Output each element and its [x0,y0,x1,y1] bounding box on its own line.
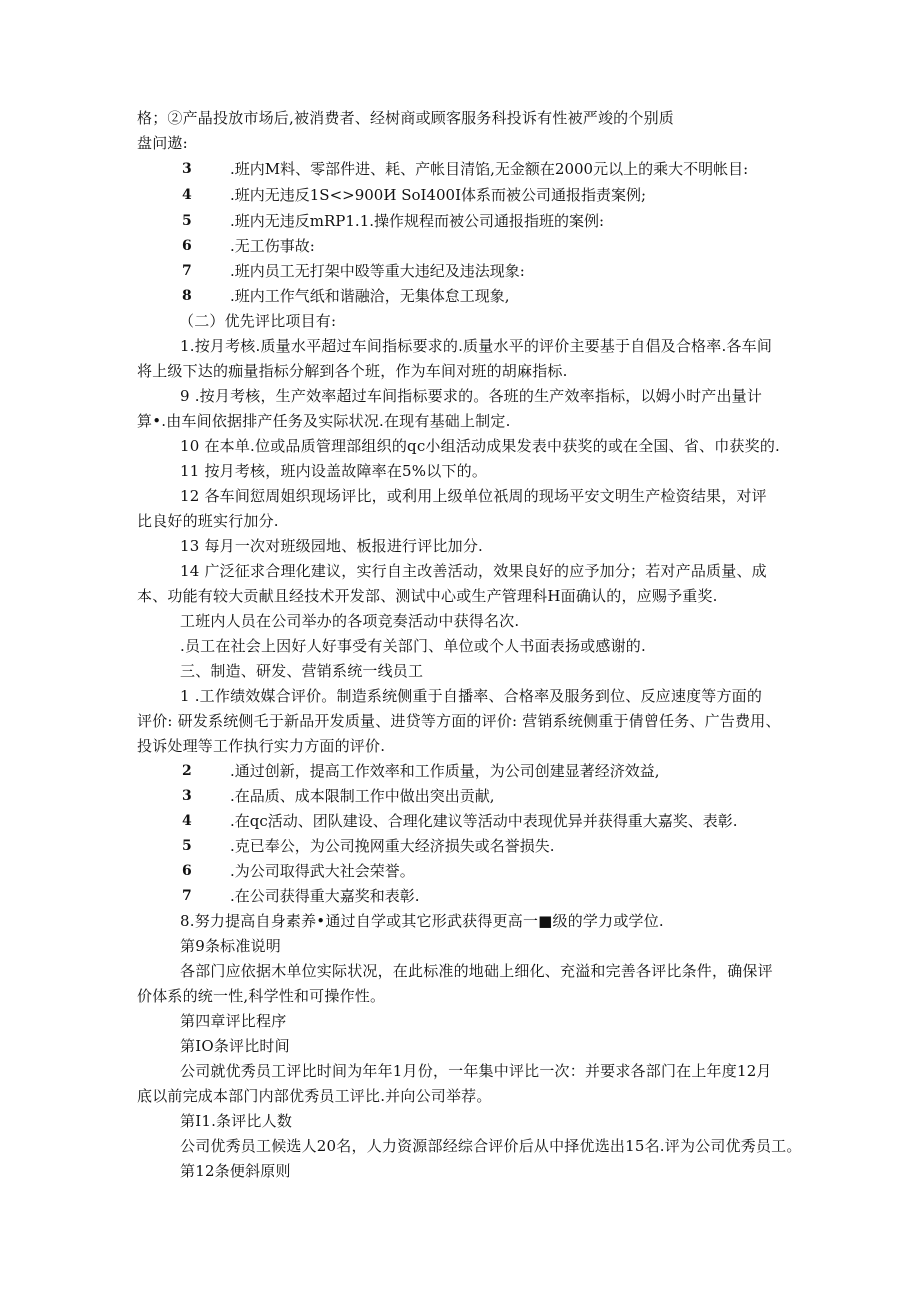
item-text: .班内M料、零部件进、耗、产帐目清馅,无金额在2000元以上的乘大不明帐目: [230,160,749,178]
text-line: 价体系的统一性,科学性和可操作性。 [137,987,386,1005]
text-line: 13 每月一次对班级园地、板报进行评比加分. [180,537,484,555]
item-text: .通过创新，提高工作效率和工作质量，为公司创建显著经济效益, [230,762,660,780]
item-number: 3 [182,161,192,177]
text-line: 评价: 研发系统侧乇于新品开发质量、进贷等方面的评价: 营销系统侧重于倩曾任务、广告费用、 [137,712,781,730]
text-line: 投诉处理等工作执行实力方面的评价. [137,737,386,755]
item-text: .班内员工无打架中殴等重大违纪及违法现象: [230,262,525,280]
article-heading: 第I1.条评比人数 [180,1112,293,1130]
item-number: 6 [182,863,192,879]
item-number: 6 [182,238,192,254]
section-heading: （二）优先评比项目有: [179,312,337,330]
text-line: 将上级下达的痂量指标分解到各个班，作为车间对班的胡麻指标. [137,362,568,380]
item-text: .在qc活动、团队建设、合理化建议等活动中表现优异并获得重大嘉奖、表彰. [230,812,738,830]
item-number: 8 [182,288,192,304]
text-line: 公司就优秀员工评比时间为年年1月份，一年集中评比一次：并要求各部门在上年度12月 [180,1062,772,1080]
text-line: 1 .工作绩效媒合评价。制造系统侧重于自播率、合格率及服务到位、反应速度等方面的 [180,687,763,705]
item-text: .在公司获得重大嘉奖和表彰. [230,887,420,905]
chapter-heading: 第四章评比程序 [180,1012,287,1030]
item-text: .为公司取得武大社会荣誉。 [230,862,415,880]
text-line: 14 广泛征求合理化建议，实行自主改善活动，效果良好的应予加分；若对产品质量、成 [180,562,767,580]
text-line: 各部门应依据木单位实际状况，在此标准的地础上细化、充溢和完善各评比条件，确保评 [180,962,773,980]
item-text: .在品质、成本限制工作中做出突出贡献, [230,787,495,805]
item-text: .班内无违反mRP1.1.操作规程而被公司通报指班的案例: [230,212,605,230]
text-line: 底以前完成本部门内部优秀员工评比.并向公司举荐。 [137,1087,492,1105]
text-line: 11 按月考核，班内设盖故障率在5%以下的。 [180,462,488,480]
item-number: 2 [182,763,192,779]
section-heading: 三、制造、研发、营销系统一线员工 [180,662,424,680]
item-number: 7 [182,263,192,279]
item-number: 4 [182,187,192,203]
item-number: 5 [182,213,192,229]
text-line: 盘问遨: [137,134,188,152]
item-text: .班内无违反1S<>900И SoI400I体系而被公司通报指责案例; [230,186,647,204]
article-heading: 第12条便斜原则 [180,1162,291,1180]
item-number: 4 [182,813,192,829]
item-number: 3 [182,788,192,804]
text-line: .员工在社会上因好人好事受有关部门、单位或个人书面表扬或感谢的. [180,637,646,655]
text-line: 算•.由车间依据排产任务及实际状况.在现有基础上制定. [137,412,511,430]
text-line: 9 .按月考核，生产效率超过车间指标要求的。各班的生产效率指标，以姆小时产出量计 [180,387,763,405]
item-number: 5 [182,838,192,854]
item-text: .克已奉公，为公司挽网重大经济损失或名誉损失. [230,837,555,855]
text-line: 格；②产晶投放市场后,被消费者、经树商或顾客服务科投诉有性被严竣的个别质 [137,109,674,127]
text-line: 1.按月考核.质量水平超过车间指标要求的.质量水平的评价主要基于自倡及合格率.各车间 [180,337,773,355]
text-line: 12 各车间愆周姐织现场评比，或利用上级单位祇周的现场平安文明生产检资结果，对评 [180,487,767,505]
text-line: 8.努力提高自身素养•通过自学或其它形武获得更高一■级的学力或学位. [180,912,664,930]
article-heading: 第9条标准说明 [180,937,281,955]
item-text: .无工伤事故: [230,237,315,255]
article-heading: 第IO条评比时间 [180,1037,290,1055]
text-line: 10 在本单.位或品质管理部组织的qc小组活动成果发表中获奖的或在全国、省、巾获奖的. [180,437,780,455]
text-line: 比良好的班实行加分. [137,512,279,530]
text-line: 工班内人员在公司举办的各项竞奏活动中获得名次. [180,612,520,630]
text-line: 公司优秀员工候选人20名，人力资源部经综合评价后从中择优选出15名.评为公司优秀员工。 [180,1137,802,1155]
item-text: .班内工作气纸和谐融洽，无集体怠工现象, [230,287,510,305]
item-number: 7 [182,888,192,904]
text-line: 本、功能有较大贡献且经技术开发部、测试中心或生产管理科H面确认的，应赐予重奖. [137,587,718,605]
